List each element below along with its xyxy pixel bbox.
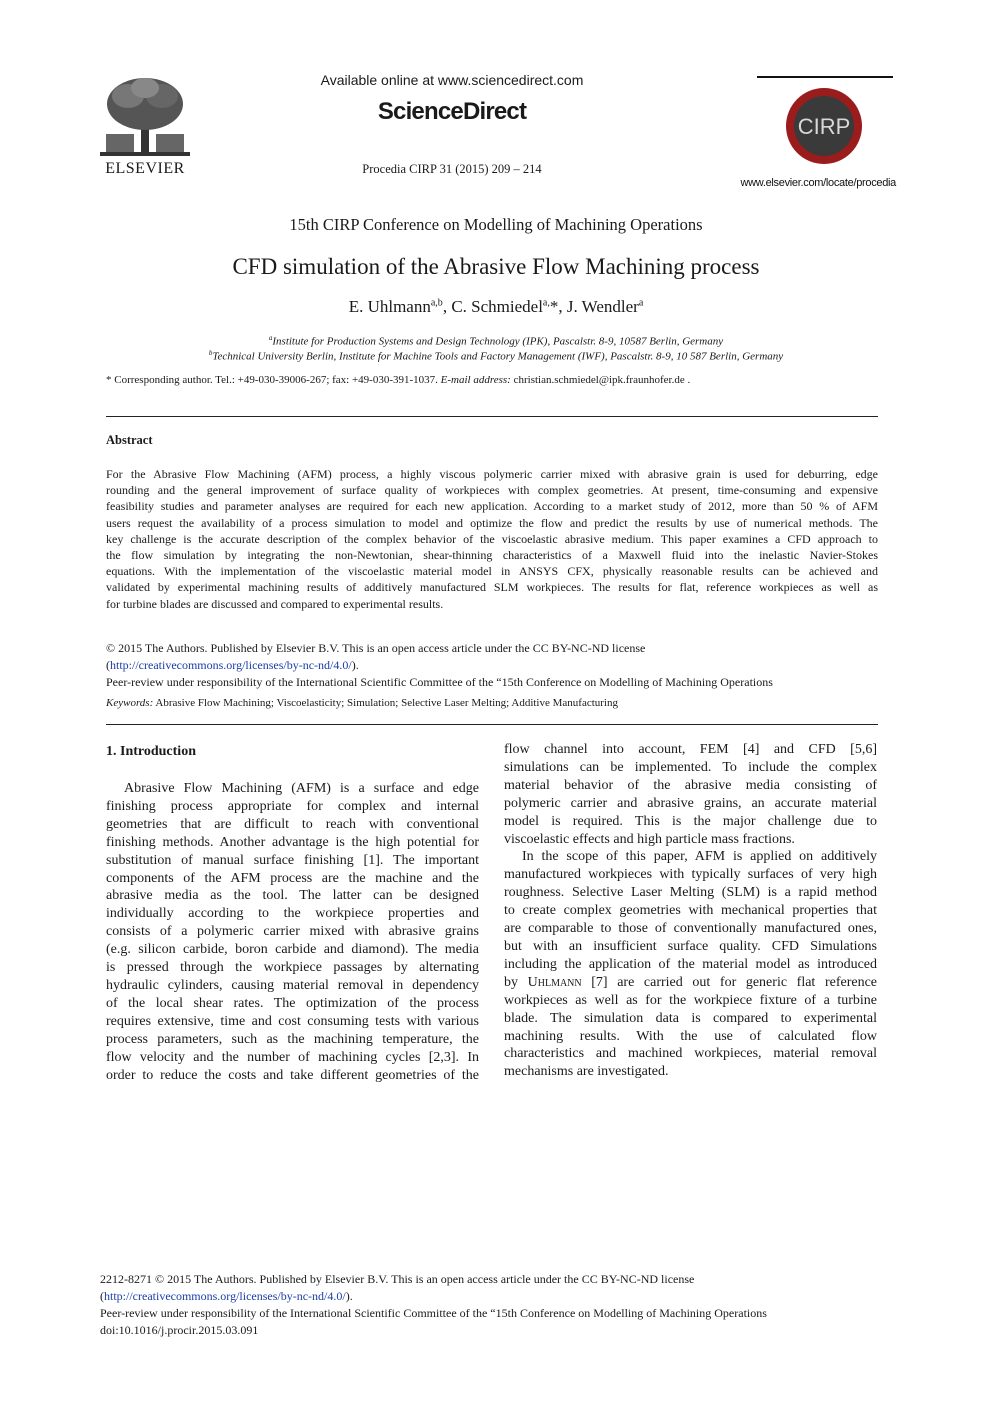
abstract-line: validated by experimental machining results of additively manufactured SLM workpieces. The results for flat, reference workpieces as well as bbox=[106, 580, 878, 595]
body-line: requires extensive, time and cost consuming tests with various bbox=[106, 1013, 479, 1029]
author-affil-sup: a,b bbox=[430, 297, 443, 309]
body-line: but with an insufficient surface quality. CFD Simulations bbox=[504, 938, 877, 954]
author-affil-sup: a, bbox=[542, 297, 550, 309]
author-affil-sup: a bbox=[638, 297, 644, 309]
body-line: of the local shear rates. The optimization of the process bbox=[106, 995, 479, 1011]
publisher-name: ELSEVIER bbox=[105, 160, 185, 177]
license-link-line: (http://creativecommons.org/licenses/by-nc-nd/4.0/). bbox=[106, 658, 359, 672]
footer-license-link[interactable]: http://creativecommons.org/licenses/by-nc-nd/4.0/ bbox=[104, 1289, 346, 1303]
body-line: manufactured workpieces with typically surfaces of very high bbox=[504, 867, 877, 883]
body-line: flow velocity and the number of machining cycles [2,3]. In bbox=[106, 1049, 479, 1065]
body-line: hydraulic cylinders, causing material removal in dependency bbox=[106, 977, 479, 993]
footer-doi[interactable]: doi:10.1016/j.procir.2015.03.091 bbox=[100, 1323, 259, 1337]
footer-copyright: 2212-8271 © 2015 The Authors. Published by Elsevier B.V. This is an open access article under the CC BY-NC-ND license bbox=[100, 1272, 695, 1286]
abstract-line: the flow simulation by integrating the non-Newtonian, shear-thinning characteristics of a Maxwell fluid into the inelastic Navier-Stokes bbox=[106, 548, 878, 563]
body-line: components of the AFM process are the machine and the bbox=[106, 870, 479, 886]
body-line: roughness. Selective Laser Melting (SLM) is a rapid method bbox=[504, 885, 877, 901]
abstract-line: equations. With the implementation of the viscoelastic material model in ANSYS CFX, physically reasonable results can be achieved and bbox=[106, 564, 878, 579]
affiliation-a: $^a$Institute for Production Systems and Design Technology (IPK), Pascalstr. 8-9, 10587 Berlin, Germany bbox=[268, 334, 724, 348]
license-link[interactable]: http://creativecommons.org/licenses/by-nc-nd/4.0/ bbox=[110, 658, 352, 672]
body-line: to create complex geometries with mechanical properties that bbox=[504, 903, 877, 919]
locate-procedia-link[interactable]: www.elsevier.com/locate/procedia bbox=[740, 177, 896, 189]
abstract-line: For the Abrasive Flow Machining (AFM) process, a highly viscous polymeric carrier mixed with abrasive grain is used for deburring, edge bbox=[106, 467, 878, 481]
section-heading: 1. Introduction bbox=[106, 744, 196, 759]
copyright-notice: © 2015 The Authors. Published by Elsevier B.V. This is an open access article under the CC BY-NC-ND license bbox=[106, 641, 646, 655]
body-column-right bbox=[504, 741, 877, 1081]
available-online-text: Available online at www.sciencedirect.com bbox=[320, 72, 584, 88]
body-line: finishing methods. Another advantage is the high potential for bbox=[106, 834, 479, 850]
corresponding-author: * Corresponding author. Tel.: +49-030-39006-267; fax: +49-030-391-1037. E-mail address: christian.schmiedel@ipk.fraunhofer.de . bbox=[106, 374, 691, 386]
abstract-line: users request the availability of a process simulation to model and optimize the flow and predict the results by use of numerical methods. The bbox=[106, 515, 878, 530]
affiliation-b: $^b$Technical University Berlin, Institute for Machine Tools and Factory Management (IWF), Pascalstr. 8-9, 10 587 Berlin, Germany bbox=[208, 349, 784, 363]
footer-peer-review: Peer-review under responsibility of the International Scientific Committee of the “15th Conference on Modelling of Machining Operations bbox=[100, 1306, 767, 1320]
body-line: workpieces as well as for the workpiece fixture of a turbine bbox=[504, 992, 877, 1008]
email-address[interactable]: christian.schmiedel@ipk.fraunhofer.de . bbox=[510, 374, 691, 386]
body-column-left bbox=[106, 780, 479, 1084]
abstract-line: key challenge is the accurate description of the complex behavior of the viscoelastic abrasive medium. This paper examines a CFD approach to bbox=[106, 531, 878, 546]
divider bbox=[106, 724, 878, 725]
body-line: mechanisms are investigated. bbox=[504, 1064, 669, 1080]
body-line: model is required. This is the major challenge due to bbox=[504, 813, 877, 829]
body-line: Abrasive Flow Machining (AFM) is a surface and edge bbox=[124, 781, 479, 796]
sciencedirect-brand[interactable]: ScienceDirect bbox=[377, 98, 527, 125]
body-line: by Uhlmann [7] are carried out for generic flat reference bbox=[504, 974, 877, 990]
body-line: are comparable to those of conventionally manufactured ones, bbox=[504, 921, 877, 937]
body-line: abrasive media as the tool. The latter can be designed bbox=[106, 888, 479, 904]
journal-reference: Procedia CIRP 31 (2015) 209 – 214 bbox=[362, 162, 542, 176]
body-line: process parameters, such as the machining temperature, the bbox=[106, 1031, 479, 1047]
body-line: order to reduce the costs and take different geometries of the bbox=[106, 1067, 479, 1083]
body-line: characteristics and machined workpieces, material removal bbox=[504, 1046, 877, 1062]
cirp-logo-text: CIRP bbox=[797, 114, 851, 139]
cirp-logo bbox=[784, 86, 864, 166]
body-line: (e.g. silicon carbide, boron carbide and diamond). The media bbox=[106, 942, 479, 958]
body-line: including the application of the material model as introduced bbox=[504, 956, 877, 972]
body-line: simulations can be implemented. To include the complex bbox=[504, 759, 877, 775]
author-name: C. Schmiedel bbox=[451, 297, 543, 316]
divider bbox=[106, 416, 878, 417]
body-line: In the scope of this paper, AFM is applied on additively bbox=[522, 849, 877, 865]
abstract-heading: Abstract bbox=[106, 433, 153, 447]
abstract-line: feasibility studies and parameter analyses are required for each new application. According to a market study of 2012, more than 50 % of AFM bbox=[106, 499, 878, 514]
abstract-line: for turbine blades are discussed and compared to experimental results. bbox=[106, 596, 444, 611]
body-line: substitution of manual surface finishing [1]. The important bbox=[106, 852, 479, 868]
cited-author: Uhlmann bbox=[527, 974, 582, 990]
body-line: flow channel into account, FEM [4] and CFD [5,6] bbox=[504, 742, 877, 757]
body-line: individually according to the workpiece properties and bbox=[106, 906, 479, 922]
paper-title: CFD simulation of the Abrasive Flow Machining process bbox=[232, 254, 760, 279]
footer-license-line: (http://creativecommons.org/licenses/by-nc-nd/4.0/). bbox=[100, 1289, 353, 1303]
author-name: E. Uhlmann bbox=[348, 297, 431, 316]
keywords: Keywords: Abrasive Flow Machining; Viscoelasticity; Simulation; Selective Laser Melting; Additive Manufacturing bbox=[106, 697, 618, 709]
body-line: finishing process appropriate for complex and internal bbox=[106, 798, 479, 814]
peer-review-notice: Peer-review under responsibility of the International Scientific Committee of the “15th Conference on Modelling of Machining Operations bbox=[106, 675, 773, 689]
body-line: consists of a polymeric carrier mixed with abrasive grains bbox=[106, 924, 479, 940]
body-line: polymeric carrier and abrasive grains, an accurate material bbox=[504, 795, 877, 811]
author-name: J. Wendler bbox=[566, 297, 639, 316]
body-line: viscoelastic effects and high particle mass fractions. bbox=[504, 831, 795, 847]
body-line: blade. The simulation data is compared to experimental bbox=[504, 1010, 877, 1026]
body-line: geometries that are difficult to reach with conventional bbox=[106, 816, 479, 832]
abstract-body bbox=[106, 466, 878, 612]
header-rule bbox=[757, 76, 893, 78]
corresponding-mark: * bbox=[549, 297, 559, 316]
author-list: E. Uhlmann$^{a,b}$, C. Schmiedel$^{a,}$*, J. Wendler$^a$ bbox=[348, 297, 644, 316]
abstract-line: rounding and the general improvement of surface quality of workpieces with complex geometries. At present, time-consuming and expensive bbox=[106, 483, 878, 498]
conference-name: 15th CIRP Conference on Modelling of Machining Operations bbox=[289, 215, 703, 234]
body-line: machining results. With the use of calculated flow bbox=[504, 1028, 877, 1044]
body-line: is pressed through the workpiece passages by alternating bbox=[106, 960, 479, 976]
body-line: material behavior of the abrasive media consisting of bbox=[504, 777, 877, 793]
